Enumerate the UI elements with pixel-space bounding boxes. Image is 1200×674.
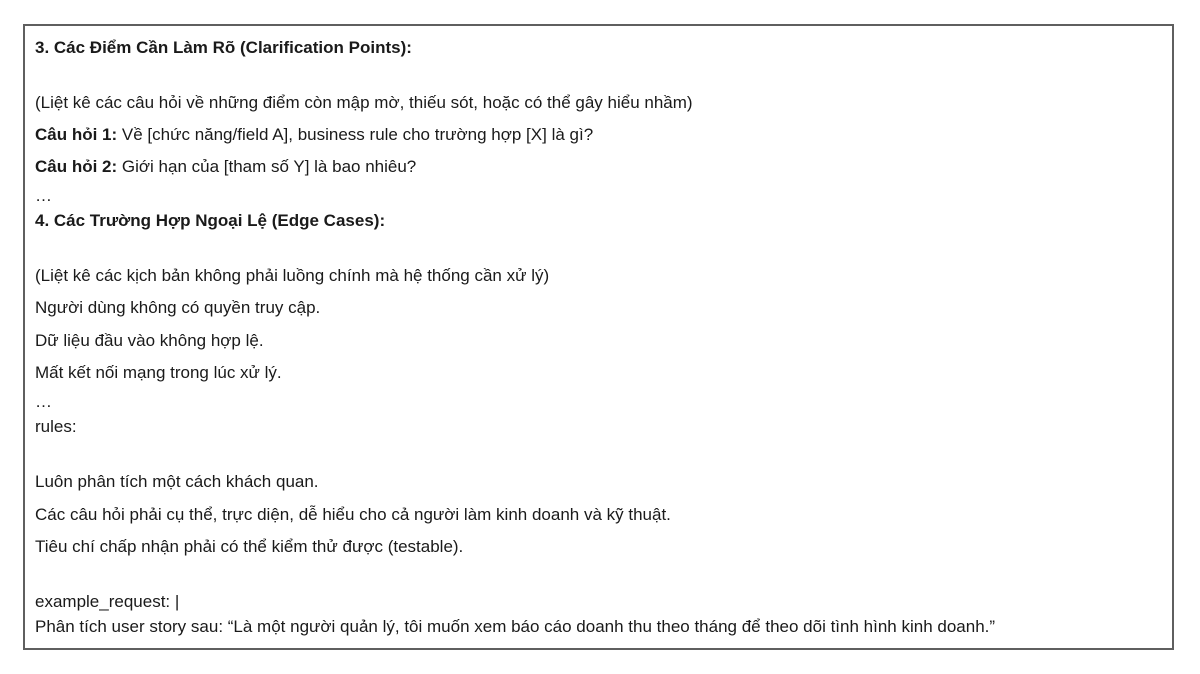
rule-item: Tiêu chí chấp nhận phải có thể kiểm thử được (testable).: [35, 537, 464, 556]
section3-intro: (Liệt kê các câu hỏi về những điểm còn mập mờ, thiếu sót, hoặc có thể gây hiểu nhầm): [35, 93, 693, 112]
question-1-text: Về [chức năng/field A], business rule cho trường hợp [X] là gì?: [117, 125, 594, 144]
example-request-text: Phân tích user story sau: “Là một người quản lý, tôi muốn xem báo cáo doanh thu theo tháng để theo dõi tình hình kinh doanh.”: [35, 617, 996, 636]
rule-item: Các câu hỏi phải cụ thể, trực diện, dễ hiểu cho cả người làm kinh doanh và kỹ thuật.: [35, 505, 671, 524]
question-1: [35, 125, 593, 145]
section4-heading: 4. Các Trường Hợp Ngoại Lệ (Edge Cases):: [35, 211, 386, 230]
edge-case-item: Người dùng không có quyền truy cập.: [35, 298, 321, 317]
rule-item: Luôn phân tích một cách khách quan.: [35, 472, 319, 491]
section4-ellipsis: …: [35, 392, 52, 411]
section3-heading: 3. Các Điểm Cần Làm Rõ (Clarification Points):: [35, 38, 412, 57]
section4-intro: (Liệt kê các kịch bản không phải luồng chính mà hệ thống cần xử lý): [35, 266, 550, 285]
edge-case-item: Mất kết nối mạng trong lúc xử lý.: [35, 363, 282, 382]
question-2-text: Giới hạn của [tham số Y] là bao nhiêu?: [117, 157, 417, 176]
document-frame: [23, 24, 1174, 650]
edge-case-item: Dữ liệu đầu vào không hợp lệ.: [35, 331, 264, 350]
question-2-label: Câu hỏi 2:: [35, 157, 118, 176]
rules-label: rules:: [35, 417, 77, 436]
example-request-label: example_request: |: [35, 592, 180, 611]
question-1-label: Câu hỏi 1:: [35, 125, 118, 144]
section3-ellipsis: …: [35, 186, 52, 205]
question-2: [35, 157, 416, 177]
